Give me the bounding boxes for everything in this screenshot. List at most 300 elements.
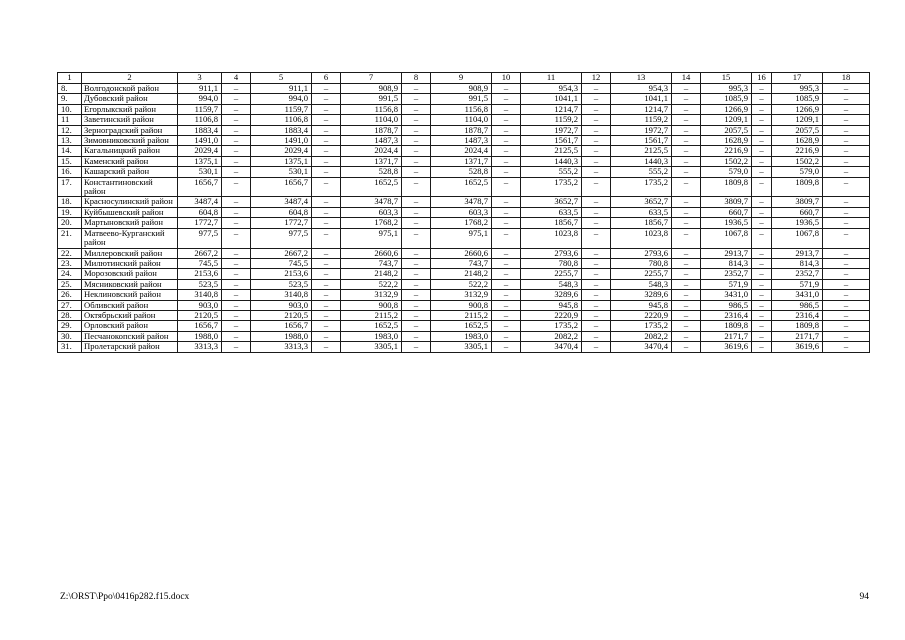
empty-cell: – (492, 290, 521, 300)
empty-cell: – (752, 300, 772, 310)
value-cell: 2057,5 (772, 125, 823, 135)
empty-cell: – (402, 167, 431, 177)
value-cell: 2082,2 (611, 331, 672, 341)
value-cell: 3619,6 (701, 342, 752, 352)
column-header-11: 11 (521, 73, 582, 84)
value-cell: 1502,2 (701, 156, 752, 166)
empty-cell: – (312, 331, 341, 341)
value-cell: 1266,9 (701, 104, 752, 114)
value-cell: 1983,0 (341, 331, 402, 341)
empty-cell: – (222, 331, 251, 341)
value-cell: 977,5 (251, 228, 312, 248)
empty-cell: – (222, 156, 251, 166)
empty-cell: – (402, 146, 431, 156)
value-cell: 1652,5 (431, 321, 492, 331)
value-cell: 603,3 (431, 207, 492, 217)
value-cell: 1209,1 (701, 115, 752, 125)
value-cell: 1809,8 (772, 321, 823, 331)
row-number: 16. (58, 167, 82, 177)
value-cell: 1656,7 (251, 177, 312, 197)
empty-cell: – (222, 269, 251, 279)
empty-cell: – (402, 248, 431, 258)
value-cell: 1656,7 (178, 321, 222, 331)
value-cell: 1652,5 (341, 177, 402, 197)
empty-cell: – (752, 115, 772, 125)
value-cell: 1878,7 (431, 125, 492, 135)
empty-cell: – (312, 290, 341, 300)
empty-cell: – (672, 177, 701, 197)
value-cell: 528,8 (431, 167, 492, 177)
empty-cell: – (222, 310, 251, 320)
row-number: 24. (58, 269, 82, 279)
empty-cell: – (582, 342, 611, 352)
empty-cell: – (582, 115, 611, 125)
empty-cell: – (492, 167, 521, 177)
value-cell: 1209,1 (772, 115, 823, 125)
value-cell: 1085,9 (772, 94, 823, 104)
value-cell: 814,3 (701, 258, 752, 268)
value-cell: 1628,9 (772, 136, 823, 146)
empty-cell: – (222, 300, 251, 310)
row-number: 27. (58, 300, 82, 310)
table-row (58, 167, 870, 177)
value-cell: 1371,7 (341, 156, 402, 166)
value-cell: 994,0 (178, 94, 222, 104)
value-cell: 1104,0 (341, 115, 402, 125)
value-cell: 2029,4 (251, 146, 312, 156)
empty-cell: – (823, 125, 870, 135)
value-cell: 1156,8 (431, 104, 492, 114)
empty-cell: – (402, 310, 431, 320)
value-cell: 994,0 (251, 94, 312, 104)
value-cell: 2667,2 (251, 248, 312, 258)
value-cell: 991,5 (431, 94, 492, 104)
empty-cell: – (823, 156, 870, 166)
empty-cell: – (823, 94, 870, 104)
value-cell: 3470,4 (611, 342, 672, 352)
district-name: Куйбышевский район (82, 207, 178, 217)
empty-cell: – (582, 228, 611, 248)
value-cell: 3652,7 (611, 197, 672, 207)
empty-cell: – (823, 321, 870, 331)
table-row (58, 290, 870, 300)
row-number: 12. (58, 125, 82, 135)
value-cell: 2115,2 (431, 310, 492, 320)
column-header-17: 17 (772, 73, 823, 84)
value-cell: 743,7 (341, 258, 402, 268)
empty-cell: – (402, 218, 431, 228)
value-cell: 2216,9 (701, 146, 752, 156)
value-cell: 1988,0 (178, 331, 222, 341)
value-cell: 1856,7 (611, 218, 672, 228)
value-cell: 3478,7 (431, 197, 492, 207)
table-row (58, 300, 870, 310)
empty-cell: – (672, 310, 701, 320)
empty-cell: – (402, 300, 431, 310)
value-cell: 1085,9 (701, 94, 752, 104)
empty-cell: – (752, 279, 772, 289)
empty-cell: – (492, 115, 521, 125)
value-cell: 2153,6 (178, 269, 222, 279)
empty-cell: – (672, 104, 701, 114)
value-cell: 975,1 (341, 228, 402, 248)
footer-file-path: Z:\ORST\Ppo\0416p282.f15.docx (60, 592, 190, 602)
table-row (58, 94, 870, 104)
column-header-2: 2 (82, 73, 178, 84)
empty-cell: – (222, 248, 251, 258)
empty-cell: – (312, 218, 341, 228)
value-cell: 900,8 (341, 300, 402, 310)
empty-cell: – (492, 207, 521, 217)
empty-cell: – (823, 84, 870, 94)
empty-cell: – (492, 279, 521, 289)
value-cell: 604,8 (178, 207, 222, 217)
district-name: Орловский район (82, 321, 178, 331)
district-name: Кагальницкий район (82, 146, 178, 156)
value-cell: 1041,1 (611, 94, 672, 104)
empty-cell: – (672, 207, 701, 217)
table-row (58, 279, 870, 289)
value-cell: 1156,8 (341, 104, 402, 114)
value-cell: 1561,7 (521, 136, 582, 146)
empty-cell: – (312, 248, 341, 258)
value-cell: 1491,0 (251, 136, 312, 146)
empty-cell: – (752, 290, 772, 300)
empty-cell: – (582, 310, 611, 320)
value-cell: 745,5 (178, 258, 222, 268)
empty-cell: – (492, 218, 521, 228)
row-number: 17. (58, 177, 82, 197)
value-cell: 2220,9 (521, 310, 582, 320)
table-row (58, 321, 870, 331)
empty-cell: – (222, 177, 251, 197)
empty-cell: – (312, 104, 341, 114)
value-cell: 1106,8 (251, 115, 312, 125)
empty-cell: – (582, 146, 611, 156)
empty-cell: – (312, 228, 341, 248)
empty-cell: – (312, 125, 341, 135)
empty-cell: – (492, 136, 521, 146)
empty-cell: – (492, 125, 521, 135)
empty-cell: – (402, 94, 431, 104)
value-cell: 2120,5 (251, 310, 312, 320)
value-cell: 1883,4 (251, 125, 312, 135)
empty-cell: – (672, 279, 701, 289)
empty-cell: – (752, 342, 772, 352)
value-cell: 1972,7 (611, 125, 672, 135)
value-cell: 2125,5 (521, 146, 582, 156)
table-row (58, 146, 870, 156)
value-cell: 1735,2 (521, 177, 582, 197)
column-header-9: 9 (431, 73, 492, 84)
value-cell: 3809,7 (701, 197, 752, 207)
row-number: 28. (58, 310, 82, 320)
row-number: 19. (58, 207, 82, 217)
value-cell: 3431,0 (701, 290, 752, 300)
empty-cell: – (402, 125, 431, 135)
value-cell: 3619,6 (772, 342, 823, 352)
table-row (58, 218, 870, 228)
value-cell: 743,7 (431, 258, 492, 268)
empty-cell: – (402, 342, 431, 352)
row-number: 15. (58, 156, 82, 166)
empty-cell: – (402, 84, 431, 94)
value-cell: 579,0 (701, 167, 752, 177)
empty-cell: – (402, 207, 431, 217)
value-cell: 633,5 (521, 207, 582, 217)
value-cell: 555,2 (611, 167, 672, 177)
empty-cell: – (823, 342, 870, 352)
empty-cell: – (312, 279, 341, 289)
empty-cell: – (312, 84, 341, 94)
empty-cell: – (752, 84, 772, 94)
empty-cell: – (823, 228, 870, 248)
empty-cell: – (492, 258, 521, 268)
empty-cell: – (402, 136, 431, 146)
empty-cell: – (222, 84, 251, 94)
value-cell: 3140,8 (178, 290, 222, 300)
empty-cell: – (823, 136, 870, 146)
column-header-13: 13 (611, 73, 672, 84)
row-number: 31. (58, 342, 82, 352)
empty-cell: – (222, 321, 251, 331)
value-cell: 1988,0 (251, 331, 312, 341)
empty-cell: – (672, 218, 701, 228)
page-number: 94 (859, 592, 869, 602)
empty-cell: – (752, 104, 772, 114)
column-header-18: 18 (823, 73, 870, 84)
value-cell: 2125,5 (611, 146, 672, 156)
value-cell: 522,2 (431, 279, 492, 289)
empty-cell: – (222, 94, 251, 104)
value-cell: 991,5 (341, 94, 402, 104)
empty-cell: – (672, 197, 701, 207)
value-cell: 3313,3 (251, 342, 312, 352)
empty-cell: – (672, 94, 701, 104)
column-header-14: 14 (672, 73, 701, 84)
empty-cell: – (582, 279, 611, 289)
value-cell: 908,9 (341, 84, 402, 94)
empty-cell: – (492, 342, 521, 352)
value-cell: 1983,0 (431, 331, 492, 341)
value-cell: 2255,7 (611, 269, 672, 279)
empty-cell: – (752, 94, 772, 104)
empty-cell: – (222, 115, 251, 125)
empty-cell: – (492, 300, 521, 310)
value-cell: 2913,7 (701, 248, 752, 258)
value-cell: 2352,7 (701, 269, 752, 279)
value-cell: 2667,2 (178, 248, 222, 258)
value-cell: 660,7 (701, 207, 752, 217)
empty-cell: – (823, 146, 870, 156)
empty-cell: – (823, 248, 870, 258)
empty-cell: – (492, 321, 521, 331)
value-cell: 3132,9 (431, 290, 492, 300)
value-cell: 1652,5 (431, 177, 492, 197)
value-cell: 2024,4 (431, 146, 492, 156)
empty-cell: – (402, 104, 431, 114)
empty-cell: – (752, 321, 772, 331)
empty-cell: – (672, 248, 701, 258)
value-cell: 1487,3 (341, 136, 402, 146)
empty-cell: – (582, 218, 611, 228)
district-name: Кашарский район (82, 167, 178, 177)
row-number: 13. (58, 136, 82, 146)
value-cell: 2220,9 (611, 310, 672, 320)
value-cell: 1023,8 (611, 228, 672, 248)
empty-cell: – (222, 125, 251, 135)
district-name: Неклиновский район (82, 290, 178, 300)
empty-cell: – (672, 167, 701, 177)
row-number: 23. (58, 258, 82, 268)
empty-cell: – (402, 290, 431, 300)
value-cell: 1735,2 (611, 177, 672, 197)
value-cell: 2148,2 (341, 269, 402, 279)
empty-cell: – (582, 269, 611, 279)
empty-cell: – (492, 310, 521, 320)
table-row (58, 342, 870, 352)
empty-cell: – (823, 177, 870, 197)
value-cell: 1371,7 (431, 156, 492, 166)
column-header-7: 7 (341, 73, 402, 84)
empty-cell: – (312, 197, 341, 207)
empty-cell: – (402, 228, 431, 248)
empty-cell: – (823, 279, 870, 289)
value-cell: 977,5 (178, 228, 222, 248)
empty-cell: – (222, 146, 251, 156)
value-cell: 2793,6 (611, 248, 672, 258)
value-cell: 2660,6 (341, 248, 402, 258)
value-cell: 1067,8 (772, 228, 823, 248)
empty-cell: – (752, 331, 772, 341)
empty-cell: – (582, 258, 611, 268)
table-row (58, 258, 870, 268)
district-name: Милютинский район (82, 258, 178, 268)
value-cell: 3305,1 (431, 342, 492, 352)
empty-cell: – (672, 269, 701, 279)
value-cell: 579,0 (772, 167, 823, 177)
empty-cell: – (823, 258, 870, 268)
empty-cell: – (492, 146, 521, 156)
empty-cell: – (402, 279, 431, 289)
table-row (58, 125, 870, 135)
empty-cell: – (222, 104, 251, 114)
empty-cell: – (492, 197, 521, 207)
value-cell: 954,3 (521, 84, 582, 94)
empty-cell: – (312, 146, 341, 156)
row-number: 29. (58, 321, 82, 331)
value-cell: 1652,5 (341, 321, 402, 331)
district-name: Пролетарский район (82, 342, 178, 352)
row-number: 8. (58, 84, 82, 94)
district-name: Каменский район (82, 156, 178, 166)
column-header-5: 5 (251, 73, 312, 84)
value-cell: 1487,3 (431, 136, 492, 146)
table-row (58, 248, 870, 258)
value-cell: 548,3 (521, 279, 582, 289)
empty-cell: – (402, 197, 431, 207)
empty-cell: – (582, 321, 611, 331)
empty-cell: – (672, 125, 701, 135)
budget-table (57, 72, 870, 353)
empty-cell: – (582, 290, 611, 300)
empty-cell: – (402, 269, 431, 279)
value-cell: 2316,4 (772, 310, 823, 320)
value-cell: 1936,5 (772, 218, 823, 228)
empty-cell: – (823, 197, 870, 207)
value-cell: 3809,7 (772, 197, 823, 207)
value-cell: 1106,8 (178, 115, 222, 125)
value-cell: 2171,7 (701, 331, 752, 341)
empty-cell: – (582, 167, 611, 177)
value-cell: 995,3 (701, 84, 752, 94)
empty-cell: – (402, 115, 431, 125)
value-cell: 1375,1 (251, 156, 312, 166)
empty-cell: – (582, 136, 611, 146)
header-row (58, 73, 870, 84)
value-cell: 1809,8 (701, 321, 752, 331)
empty-cell: – (823, 167, 870, 177)
district-name: Миллеровский район (82, 248, 178, 258)
empty-cell: – (312, 269, 341, 279)
district-name: Константиновский район (82, 177, 178, 197)
value-cell: 954,3 (611, 84, 672, 94)
value-cell: 908,9 (431, 84, 492, 94)
empty-cell: – (582, 94, 611, 104)
row-number: 30. (58, 331, 82, 341)
table-row (58, 115, 870, 125)
table-row (58, 84, 870, 94)
value-cell: 548,3 (611, 279, 672, 289)
value-cell: 1856,7 (521, 218, 582, 228)
table-row (58, 228, 870, 248)
value-cell: 1440,3 (521, 156, 582, 166)
value-cell: 2216,9 (772, 146, 823, 156)
column-header-4: 4 (222, 73, 251, 84)
value-cell: 3652,7 (521, 197, 582, 207)
value-cell: 1656,7 (251, 321, 312, 331)
value-cell: 1067,8 (701, 228, 752, 248)
value-cell: 903,0 (251, 300, 312, 310)
value-cell: 780,8 (611, 258, 672, 268)
empty-cell: – (402, 177, 431, 197)
value-cell: 2024,4 (341, 146, 402, 156)
value-cell: 1735,2 (611, 321, 672, 331)
column-header-12: 12 (582, 73, 611, 84)
value-cell: 1159,2 (611, 115, 672, 125)
empty-cell: – (582, 177, 611, 197)
value-cell: 660,7 (772, 207, 823, 217)
value-cell: 2793,6 (521, 248, 582, 258)
empty-cell: – (582, 331, 611, 341)
empty-cell: – (752, 248, 772, 258)
value-cell: 1023,8 (521, 228, 582, 248)
empty-cell: – (312, 177, 341, 197)
value-cell: 1159,7 (251, 104, 312, 114)
value-cell: 975,1 (431, 228, 492, 248)
empty-cell: – (312, 300, 341, 310)
value-cell: 3140,8 (251, 290, 312, 300)
empty-cell: – (823, 218, 870, 228)
empty-cell: – (222, 167, 251, 177)
empty-cell: – (582, 84, 611, 94)
table-row (58, 207, 870, 217)
empty-cell: – (402, 258, 431, 268)
value-cell: 528,8 (341, 167, 402, 177)
empty-cell: – (312, 258, 341, 268)
value-cell: 1809,8 (701, 177, 752, 197)
empty-cell: – (672, 115, 701, 125)
